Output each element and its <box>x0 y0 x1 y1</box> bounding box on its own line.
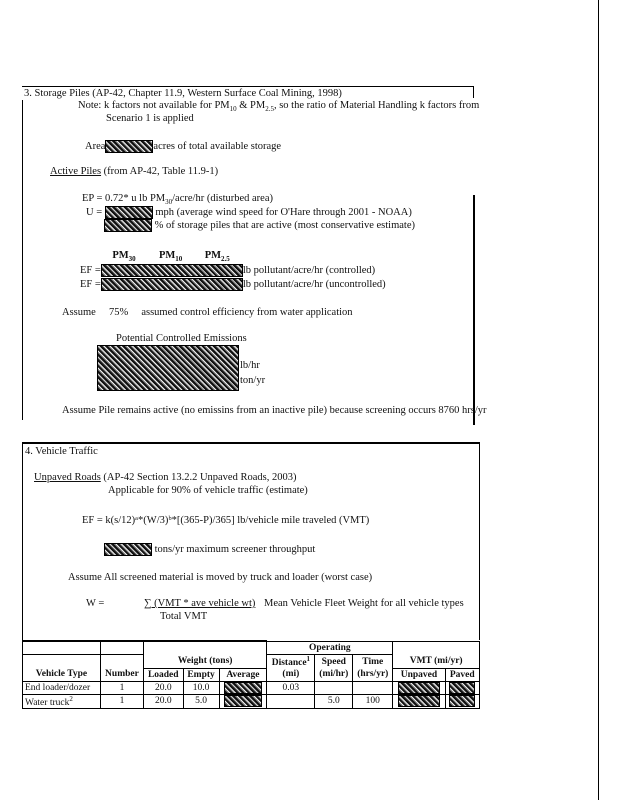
unpaved-heading: Unpaved Roads (AP-42 Section 13.2.2 Unpaved Roads, 2003) <box>34 472 297 483</box>
distance-header: Distance$^1$ <box>267 655 315 669</box>
transport-assumption: Assume All screened material is moved by truck and loader (worst case) <box>68 572 373 583</box>
w-numerator: ∑ (VMT * ave vehicle wt) <box>144 598 256 609</box>
pm-headers: $PM_{30}$ $PM_{10}$ $PM_{2.5}$ <box>112 250 230 264</box>
note-cont: Scenario 1 is applied <box>106 113 194 124</box>
ef-formula: EF = k(s/12)ᵃ*(W/3)ᵇ*[(365-P)/365] lb/vehicle mile traveled (VMT) <box>82 515 370 526</box>
unit-lbhr: lb/hr <box>240 360 260 371</box>
ep-formula: EP = 0.72* u lb $PM_{30}/acre/hr$ (disturbed area) <box>82 193 273 207</box>
pile-assumption: Assume Pile remains active (no emissins from an inactive pile) because screening occurs 8760 hrs/yr <box>62 405 487 416</box>
u-line: U = mph (average wind speed for O'Hare through 2001 - NOAA) <box>86 206 412 218</box>
control-efficiency: Assume 75% assumed control efficiency from water application <box>62 307 353 318</box>
applicable: Applicable for 90% of vehicle traffic (estimate) <box>108 485 308 496</box>
note: Note: k factors not available for $PM_{10}$ & $PM_{2.5}$, so the ratio of Material Handling k factors from <box>78 100 480 114</box>
table-row: Water truck$^2$ 1 20.0 5.0 5.0 100 <box>23 694 480 708</box>
active-piles-heading: Active Piles (from AP-42, Table 11.9-1) <box>50 166 219 177</box>
vehicle-table: Operating Weight (tons) Distance$^1$ Speed Time VMT (mi/yr) Vehicle Type Number Loaded Empty Average (mi) (mi/hr) (hrs/yr) Unpaved Paved End loader/dozer 1 20.0 10.0 0.03 Water truck$^2$ 1 20.0 5.0 5.0 100 <box>22 640 480 709</box>
section-4-title: 4. Vehicle Traffic <box>25 446 98 457</box>
redacted-emissions <box>97 345 239 391</box>
ef-uncontrolled: EF = lb pollutant/acre/hr (uncontrolled) <box>80 278 386 290</box>
w-label: W = <box>86 598 105 609</box>
area-line: Area acres of total available storage <box>85 140 282 152</box>
table-row: End loader/dozer 1 20.0 10.0 0.03 <box>23 681 480 694</box>
w-description: Mean Vehicle Fleet Weight for all vehicle types <box>264 598 464 609</box>
w-denominator: Total VMT <box>160 611 208 622</box>
section-3-title: 3. Storage Piles (AP-42, Chapter 11.9, Western Surface Coal Mining, 1998) <box>24 88 342 99</box>
throughput-line: tons/yr maximum screener throughput <box>104 543 315 556</box>
emissions-heading: Potential Controlled Emissions <box>116 333 247 344</box>
unit-tonyr: ton/yr <box>240 375 266 386</box>
active-pct-line: % of storage piles that are active (most conservative estimate) <box>104 219 415 232</box>
ef-controlled: EF = lb pollutant/acre/hr (controlled) <box>80 264 376 276</box>
